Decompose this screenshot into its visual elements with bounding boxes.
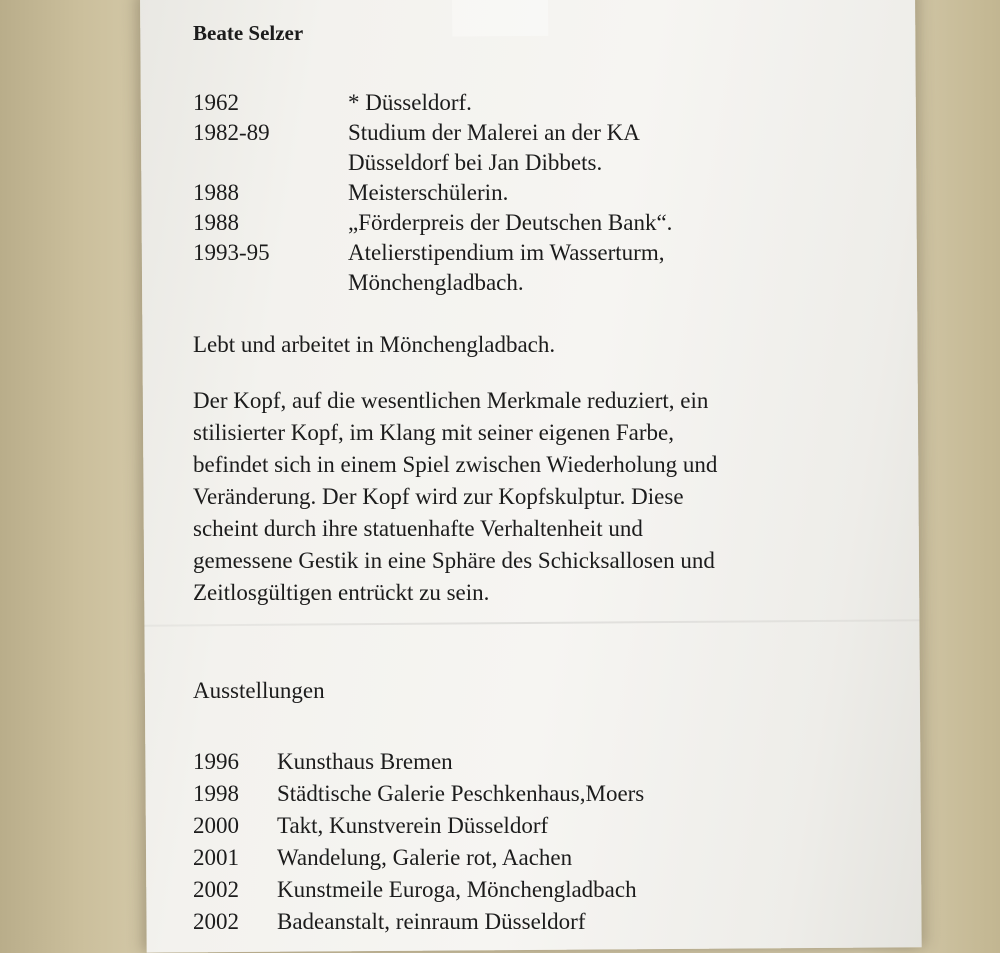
description-line: Der Kopf, auf die wesentlichen Merkmale reduziert, ein bbox=[193, 388, 709, 413]
exhibition-entry bbox=[193, 842, 893, 874]
description-line: Veränderung. Der Kopf wird zur Kopfskulptur. Diese bbox=[193, 484, 684, 509]
bio-text: Meisterschülerin. bbox=[348, 180, 509, 205]
bio-year: 1962 bbox=[193, 90, 239, 115]
artist-name: Beate Selzer bbox=[193, 21, 304, 45]
exhibition-entry bbox=[193, 746, 893, 778]
exhibition-text: Badeanstalt, reinraum Düsseldorf bbox=[277, 909, 586, 934]
exhibition-entry bbox=[193, 810, 893, 842]
exhibitions-heading: Ausstellungen bbox=[193, 678, 325, 703]
exhibition-year: 2000 bbox=[193, 813, 239, 838]
bio-entry bbox=[193, 238, 893, 298]
exhibition-entry bbox=[193, 906, 893, 938]
description-line: befindet sich in einem Spiel zwischen Wiederholung und bbox=[193, 452, 718, 477]
bio-entry bbox=[193, 118, 893, 178]
exhibition-text: Städtische Galerie Peschkenhaus,Moers bbox=[277, 781, 645, 806]
document-content bbox=[193, 18, 893, 938]
exhibition-text: Takt, Kunstverein Düsseldorf bbox=[277, 813, 549, 838]
exhibition-year: 2002 bbox=[193, 877, 239, 902]
exhibition-year: 1996 bbox=[193, 749, 239, 774]
artwork-description bbox=[193, 385, 893, 609]
bio-year: 1988 bbox=[193, 180, 239, 205]
bio-entry bbox=[193, 178, 893, 208]
exhibitions-list bbox=[193, 746, 893, 938]
bio-year: 1988 bbox=[193, 210, 239, 235]
bio-text: Atelierstipendium im Wasserturm, Mönchengladbach. bbox=[348, 240, 665, 295]
bio-entry bbox=[193, 88, 893, 118]
description-line: scheint durch ihre statuenhafte Verhaltenheit und bbox=[193, 516, 643, 541]
biography bbox=[193, 88, 893, 298]
description-line: gemessene Gestik in eine Sphäre des Schicksallosen und bbox=[193, 548, 715, 573]
exhibition-entry bbox=[193, 874, 893, 906]
exhibition-entry bbox=[193, 778, 893, 810]
bio-entry bbox=[193, 208, 893, 238]
bio-year: 1993-95 bbox=[193, 240, 270, 265]
bio-text: Studium der Malerei an der KA Düsseldorf bei Jan Dibbets. bbox=[348, 120, 640, 175]
exhibition-year: 2001 bbox=[193, 845, 239, 870]
exhibition-year: 2002 bbox=[193, 909, 239, 934]
exhibition-year: 1998 bbox=[193, 781, 239, 806]
bio-year: 1982-89 bbox=[193, 120, 270, 145]
description-line: Zeitlosgültigen entrückt zu sein. bbox=[193, 580, 490, 605]
exhibition-text: Kunsthaus Bremen bbox=[277, 749, 453, 774]
bio-text: * Düsseldorf. bbox=[348, 90, 472, 115]
residence-line: Lebt und arbeitet in Mönchengladbach. bbox=[193, 332, 556, 357]
bio-text: „Förderpreis der Deutschen Bank“. bbox=[348, 210, 673, 235]
exhibition-text: Wandelung, Galerie rot, Aachen bbox=[277, 845, 573, 870]
description-line: stilisierter Kopf, im Klang mit seiner eigenen Farbe, bbox=[193, 420, 674, 445]
exhibition-text: Kunstmeile Euroga, Mönchengladbach bbox=[277, 877, 637, 902]
